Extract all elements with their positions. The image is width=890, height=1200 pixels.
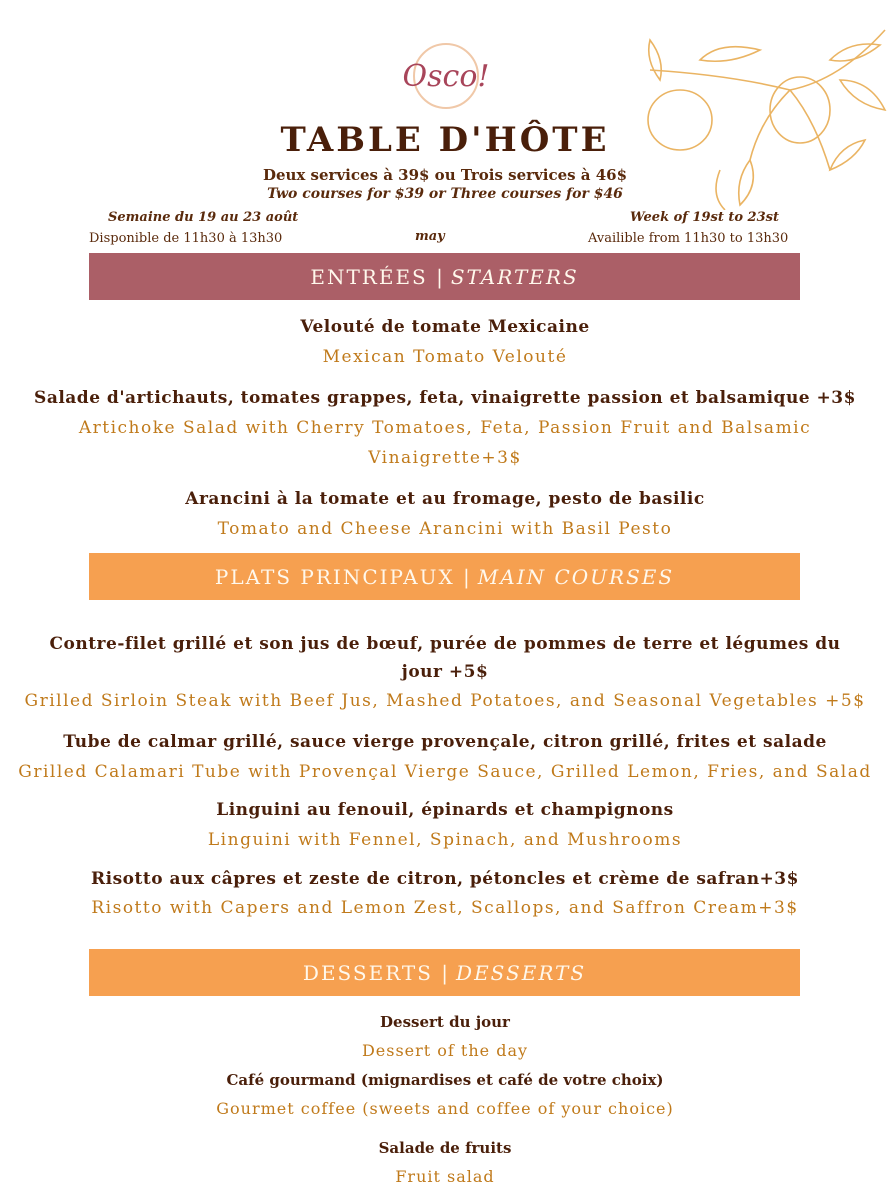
menu-title: TABLE D'HÔTE [280, 120, 610, 160]
dessert-3-fr: Salade de fruits [378, 1139, 512, 1157]
starter-1-en: Mexican Tomato Velouté [322, 347, 568, 367]
starter-2-en-line2: Vinaigrette+3$ [368, 448, 522, 468]
may-note: may [415, 229, 445, 244]
dessert-1-fr: Dessert du jour [380, 1013, 510, 1031]
desserts-banner-en: DESSERTS [456, 960, 587, 985]
starter-3-fr: Arancini à la tomate et au fromage, pesto de basilic [185, 489, 705, 509]
main-2-fr: Tube de calmar grillé, sauce vierge provençale, citron grillé, frites et salade [63, 732, 827, 752]
main-4-fr: Risotto aux câpres et zeste de citron, pétoncles et crème de safran+3$ [91, 869, 799, 889]
main-3-en: Linguini with Fennel, Spinach, and Mushrooms [207, 830, 683, 850]
availability-en: Availible from 11h30 to 13h30 [588, 231, 789, 246]
main-1-fr-line1: Contre-filet grillé et son jus de bœuf, purée de pommes de terre et légumes du [49, 634, 841, 654]
week-fr: Semaine du 19 au 23 août [108, 210, 299, 225]
starter-2-fr: Salade d'artichauts, tomates grappes, feta, vinaigrette passion et balsamique +3$ [34, 388, 856, 408]
main-1-fr-line2: jour +5$ [401, 662, 489, 682]
price-subtitle-fr: Deux services à 39$ ou Trois services à 46$ [262, 166, 628, 184]
dessert-2-fr: Café gourmand (mignardises et café de votre choix) [226, 1071, 664, 1089]
starters-banner-fr: ENTRÉES | [310, 264, 445, 289]
price-subtitle-en: Two courses for $39 or Three courses for $46 [267, 186, 623, 202]
starter-3-en: Tomato and Cheese Arancini with Basil Pesto [217, 519, 673, 539]
desserts-banner [89, 949, 800, 996]
main-2-en: Grilled Calamari Tube with Provençal Vierge Sauce, Grilled Lemon, Fries, and Salad [18, 762, 872, 782]
mains-banner [89, 553, 800, 600]
main-1-en: Grilled Sirloin Steak with Beef Jus, Mashed Potatoes, and Seasonal Vegetables +5$ [24, 691, 866, 711]
dessert-3-en: Fruit salad [395, 1167, 495, 1186]
main-4-en: Risotto with Capers and Lemon Zest, Scallops, and Saffron Cream+3$ [91, 898, 799, 918]
svg-text:Osco!: Osco! [402, 59, 490, 94]
week-en: Week of 19st to 23st [630, 210, 779, 225]
mains-banner-fr: PLATS PRINCIPAUX | [214, 564, 472, 589]
starter-2-en-line1: Artichoke Salad with Cherry Tomatoes, Feta, Passion Fruit and Balsamic [78, 418, 812, 438]
main-3-fr: Linguini au fenouil, épinards et champignons [216, 800, 674, 820]
starter-1-fr: Velouté de tomate Mexicaine [300, 317, 590, 337]
dessert-1-en: Dessert of the day [361, 1041, 529, 1060]
availability-fr: Disponible de 11h30 à 13h30 [89, 231, 283, 246]
mains-banner-en: MAIN COURSES [477, 564, 675, 589]
desserts-banner-fr: DESSERTS | [302, 960, 451, 985]
starters-banner [89, 253, 800, 300]
starters-banner-en: STARTERS [450, 264, 579, 289]
osco-logo [400, 38, 492, 118]
dessert-2-en: Gourmet coffee (sweets and coffee of your choice) [216, 1099, 674, 1118]
